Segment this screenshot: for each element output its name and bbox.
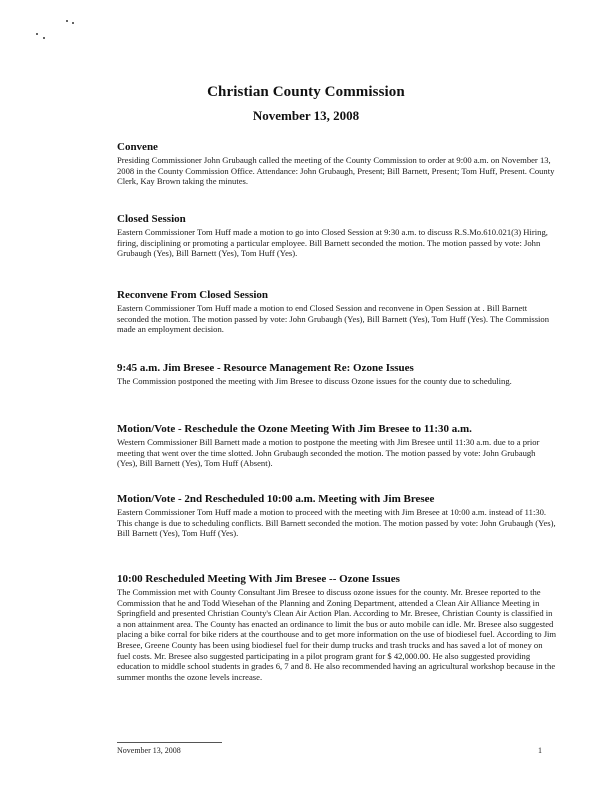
section-ozone-issues — [117, 362, 557, 387]
section-heading: Reconvene From Closed Session — [117, 289, 269, 301]
section-body: The Commission postponed the meeting with Jim Bresee to discuss Ozone issues for the county due to scheduling. — [117, 376, 512, 386]
section-reconvene — [117, 289, 557, 335]
footer-rule — [117, 742, 222, 743]
section-reschedule-motion — [117, 423, 557, 469]
section-heading: Motion/Vote - Reschedule the Ozone Meeting With Jim Bresee to 11:30 a.m. — [117, 423, 472, 435]
section-body: Presiding Commissioner John Grubaugh called the meeting of the County Commission to order at 9:00 a.m. on November 13, 2008 in the County Commission Office. Attendance: John Grubaugh, Present; Bill Barnett, Present; Tom Huff, Present. County Clerk, Kay Brown taking the minutes. — [117, 155, 555, 187]
page-number: 1 — [538, 746, 542, 755]
section-body: Eastern Commissioner Tom Huff made a motion to go into Closed Session at 9:30 a.m. to discuss R.S.Mo.610.021(3) Hiring, firing, disciplining or promoting a particular employee. Bill Barnett seconded the motion. The motion passed by vote: John Grubaugh (Yes), Bill Barnett (Yes), Tom Huff (Yes). — [117, 227, 548, 259]
section-closed-session — [117, 213, 557, 259]
section-heading: Closed Session — [117, 213, 186, 225]
document-date: November 13, 2008 — [252, 108, 360, 123]
scan-speck — [72, 22, 74, 24]
section-convene — [117, 141, 557, 187]
section-heading: Motion/Vote - 2nd Rescheduled 10:00 a.m. Meeting with Jim Bresee — [117, 493, 435, 505]
section-rescheduled-meeting — [117, 573, 557, 682]
scan-speck — [43, 37, 45, 39]
section-heading: 10:00 Rescheduled Meeting With Jim Bresee -- Ozone Issues — [117, 573, 400, 585]
section-second-reschedule-motion — [117, 493, 557, 539]
scan-speck — [36, 33, 38, 35]
section-heading: 9:45 a.m. Jim Bresee - Resource Management Re: Ozone Issues — [117, 362, 414, 374]
section-body: Western Commissioner Bill Barnett made a motion to postpone the meeting with Jim Bresee until 11:30 a.m. due to a prior meeting that went over the time slotted. John Grubaugh seconded the motion. The motion passed by vote: John Grubaugh (Yes), Bill Barnett (Yes), Tom Huff (Absent). — [117, 437, 540, 469]
footer-date: November 13, 2008 — [117, 746, 181, 755]
section-heading: Convene — [117, 141, 158, 153]
document-title: Christian County Commission — [207, 84, 405, 100]
scan-speck — [66, 20, 68, 22]
section-body: Eastern Commissioner Tom Huff made a motion to proceed with the meeting with Jim Bresee at 10:00 a.m. instead of 11:30. This change is due to scheduling conflicts. Bill Barnett seconded the motion. The motion passed by vote: John Grubaugh (Yes), Bill Barnett (Yes), Tom Huff (Yes). — [117, 507, 556, 539]
section-body: The Commission met with County Consultant Jim Bresee to discuss ozone issues for the county. Mr. Bresee reported to the Commission that he and Todd Wiesehan of the Planning and Zoning Department, attended a Clean Air Alliance Meeting in Springfield and presented Christian County's Clean Air Action Plan. According to Mr. Bresee, Christian County is classified in a non attainment area. The County has enacted an ordinance to limit the bus or auto mobile can idle. Mr. Bresee also suggested placing a bike corral for bike riders at the courthouse and to get more information on the use of biodiesel fuel. According to Jim Bresee, Greene County has been using biodiesel fuel for their dump trucks and trash trucks and has saved a lot of money on fuel costs. Mr. Bresee also suggested participating in a pilot program grant for $ 42,000.00. He also suggested providing education to middle school students in grades 6, 7 and 8. He also recommended having an agricultural workshop because in the summer months the ozone levels increase. — [117, 587, 557, 682]
section-body: Eastern Commissioner Tom Huff made a motion to end Closed Session and reconvene in Open Session at . Bill Barnett seconded the motion. The motion passed by vote: John Grubaugh (Yes), Bill Barnett (Yes), Tom Huff (Yes). The Commission made an employment decision. — [117, 303, 550, 335]
